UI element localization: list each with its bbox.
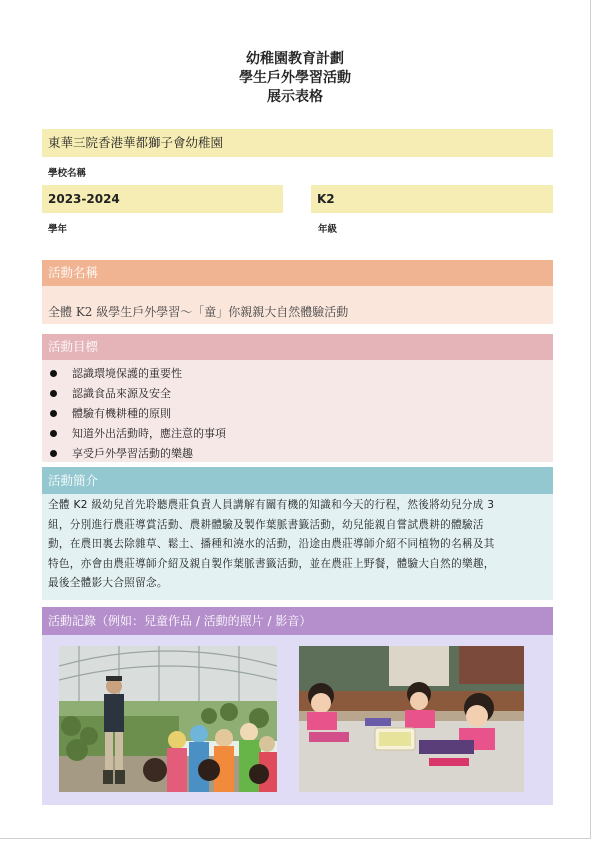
intro-line: 最後全體影大合照留念。	[48, 577, 168, 589]
grade-field	[311, 185, 553, 213]
grade-value: K2	[317, 192, 335, 206]
objectives-body	[42, 360, 553, 462]
activity-name-heading: 活動名稱	[48, 265, 99, 280]
title-line-2: 學生戶外學習活動	[239, 70, 351, 86]
activity-name-body	[42, 286, 553, 324]
title-line-1: 幼稚園教育計劃	[246, 51, 344, 67]
farm-tour-photo	[59, 646, 277, 792]
intro-text	[42, 494, 553, 594]
objective-item: 享受戶外學習活動的樂趣	[50, 444, 553, 464]
school-name-label: 學校名稱	[48, 168, 87, 179]
intro-line: 動，在農田裏去除雜草、鬆土、播種和澆水的活動，沿途由農莊導師介紹不同植物的名稱及其	[48, 538, 495, 550]
title-line-3: 展示表格	[267, 89, 323, 105]
farm-tour-photo-image	[59, 646, 277, 792]
form-title	[0, 50, 590, 107]
objectives-heading: 活動目標	[48, 339, 99, 354]
school-year-label: 學年	[48, 224, 68, 235]
objective-item: 知道外出活動時，應注意的事項	[50, 424, 553, 444]
records-heading: 活動記錄（例如：兒童作品 / 活動的照片 / 影音）	[48, 614, 312, 628]
objective-item: 認識環境保護的重要性	[50, 364, 553, 384]
objectives-header	[42, 334, 553, 360]
school-year-value: 2023-2024	[48, 192, 120, 206]
intro-line: 特色，亦會由農莊導師介紹及親自製作葉脈書籤活動，並在農莊上野餐，體驗大自然的樂趣，	[48, 557, 495, 570]
school-name-field	[42, 129, 553, 157]
activity-name-header	[42, 260, 553, 286]
intro-line: 組，分別進行農莊導賞活動、農耕體驗及製作葉脈書籤活動，幼兒能親自嘗試農耕的體驗活	[48, 518, 484, 531]
bookmark-activity-photo-image	[299, 646, 524, 792]
school-name-value: 東華三院香港華都獅子會幼稚園	[48, 135, 224, 150]
objectives-list	[42, 360, 553, 464]
bookmark-activity-photo	[299, 646, 524, 792]
objective-item: 體驗有機耕種的原則	[50, 404, 553, 424]
activity-name-value: 全體 K2 級學生戶外學習～「童」你親親大自然體驗活動	[48, 305, 349, 319]
intro-heading: 活動簡介	[48, 473, 99, 488]
records-header	[42, 607, 553, 635]
intro-line: 全體 K2 級幼兒首先聆聽農莊負責人員講解有關有機的知識和今天的行程，然後將幼兒分成 3	[48, 499, 495, 511]
intro-body	[42, 494, 553, 600]
grade-label: 年級	[318, 224, 338, 235]
intro-header	[42, 467, 553, 494]
school-year-field	[42, 185, 283, 213]
objective-item: 認識食品來源及安全	[50, 384, 553, 404]
